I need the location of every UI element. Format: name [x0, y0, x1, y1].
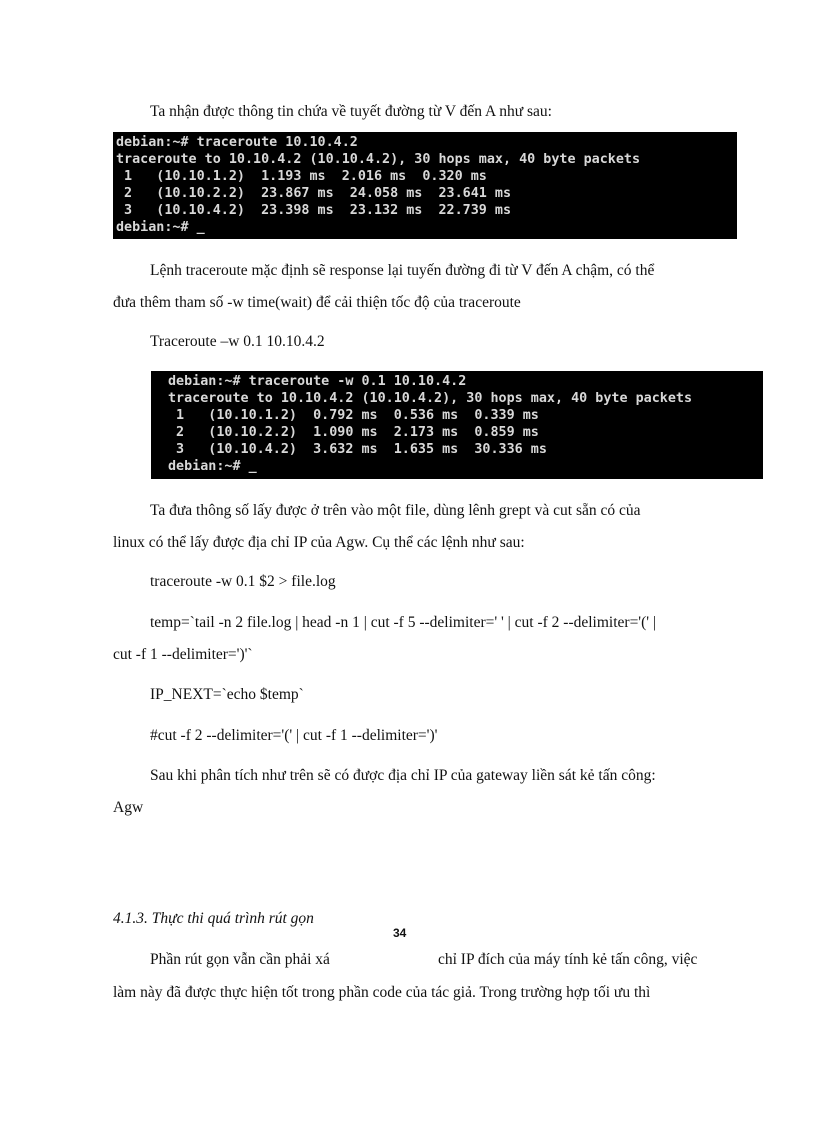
- terminal-screenshot: [113, 132, 737, 239]
- terminal-line: debian:~# traceroute -w 0.1 10.10.4.2: [168, 374, 467, 389]
- paragraph-line: Agw: [113, 799, 144, 816]
- terminal-line: traceroute to 10.10.4.2 (10.10.4.2), 30 hops max, 40 byte packets: [116, 152, 641, 167]
- paragraph-line: linux có thể lấy được địa chỉ IP của Agw. Cụ thể các lệnh như sau:: [113, 534, 525, 551]
- terminal-line: 3 (10.10.4.2) 23.398 ms 23.132 ms 22.739 ms: [116, 203, 512, 218]
- terminal-line: traceroute to 10.10.4.2 (10.10.4.2), 30 hops max, 40 byte packets: [168, 391, 693, 406]
- terminal-line: 2 (10.10.2.2) 23.867 ms 24.058 ms 23.641 ms: [116, 186, 512, 201]
- terminal-line: 1 (10.10.1.2) 1.193 ms 2.016 ms 0.320 ms: [116, 169, 487, 184]
- terminal-screenshot: [151, 371, 763, 479]
- paragraph: Ta nhận được thông tin chứa về tuyết đường từ V đến A như sau:: [150, 103, 552, 120]
- code-line: temp=`tail -n 2 file.log | head -n 1 | cut -f 5 --delimiter=' ' | cut -f 2 --delimiter='(' |: [150, 614, 657, 631]
- code-line: IP_NEXT=`echo $temp`: [150, 686, 304, 703]
- paragraph-line: Sau khi phân tích như trên sẽ có được địa chỉ IP của gateway liền sát kẻ tấn công:: [150, 767, 656, 784]
- code-line: #cut -f 2 --delimiter='(' | cut -f 1 --delimiter=')': [150, 727, 438, 744]
- paragraph-line: đưa thêm tham số -w time(wait) để cải thiện tốc độ của traceroute: [113, 294, 521, 311]
- command-example: Traceroute –w 0.1 10.10.4.2: [150, 333, 325, 350]
- terminal-line: 2 (10.10.2.2) 1.090 ms 2.173 ms 0.859 ms: [168, 425, 539, 440]
- paragraph-line: Phần rút gọn vẫn cần phải xá: [150, 951, 330, 968]
- code-line: traceroute -w 0.1 $2 > file.log: [150, 573, 336, 590]
- terminal-line: 1 (10.10.1.2) 0.792 ms 0.536 ms 0.339 ms: [168, 408, 539, 423]
- terminal-line: 3 (10.10.4.2) 3.632 ms 1.635 ms 30.336 ms: [168, 442, 547, 457]
- terminal-line: debian:~# _: [116, 220, 205, 235]
- paragraph-line: làm này đã được thực hiện tốt trong phần code của tác giả. Trong trường hợp tối ưu thì: [113, 984, 651, 1001]
- section-heading: 4.1.3. Thực thi quá trình rút gọn: [113, 910, 314, 927]
- paragraph-line: Ta đưa thông số lấy được ở trên vào một file, dùng lênh grept và cut sẵn có của: [150, 502, 641, 519]
- terminal-line: debian:~# _: [168, 459, 257, 474]
- page-number: 34: [393, 926, 407, 940]
- paragraph-line: Lệnh traceroute mặc định sẽ response lại tuyến đường đi từ V đến A chậm, có thể: [150, 262, 655, 279]
- paragraph-line: chỉ IP đích của máy tính kẻ tấn công, việc: [438, 951, 698, 968]
- terminal-line: debian:~# traceroute 10.10.4.2: [116, 135, 358, 150]
- code-line: cut -f 1 --delimiter=')'`: [113, 646, 253, 663]
